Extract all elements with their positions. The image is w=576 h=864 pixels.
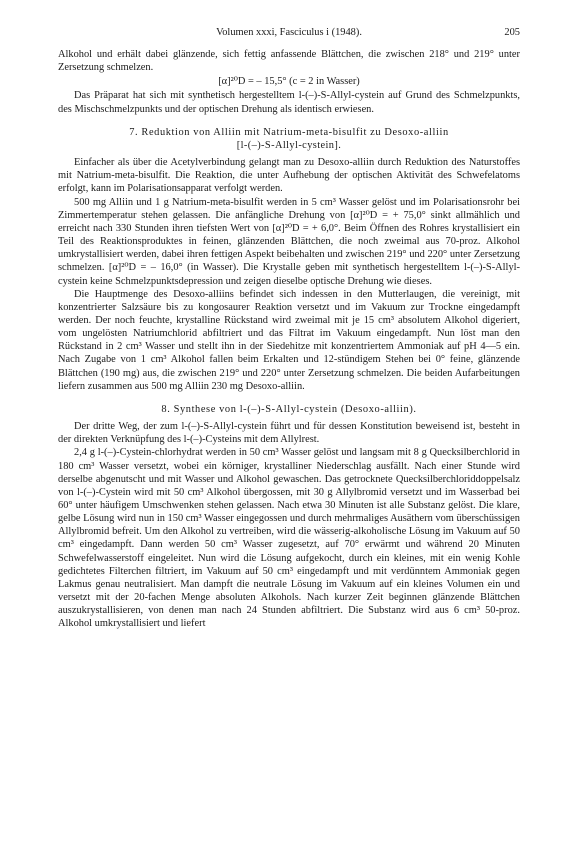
paragraph: Einfacher als über die Acetylverbindung gelangt man zu Desoxo-alliin durch Reduktion des Naturstoffes mit Natrium-meta-bisulfit. Die Reaktion, die unter Aufhebung der optischen Aktivität des Schwefelatoms erfolgt, kann im Polarisationsapparat verfolgt werden. [58,157,520,195]
paragraph: 500 mg Alliin und 1 g Natrium-meta-bisulfit werden in 5 cm³ Wasser gelöst und im Polarisationsrohr bei Zimmertemperatur stehen gelassen. Die anfängliche Drehung von [α]²⁰D = + 75,0° sinkt allmählich und erreicht nach 330 Stunden ihren tiefsten Wert von [α]²⁰D = + 6,0°. Beim Öffnen des Rohres krystallisiert ein Teil des Reaktionsproduktes in feinen, glänzenden Blättchen, die noch zweimal aus 70-proz. Alkohol umkrystallisiert werden, dabei ihren fettigen Aspekt beibehalten und zwischen 219° und 220° unter Zersetzung schmelzen. [α]²⁰D = – 16,0° (in Wasser). Die Krystalle geben mit synthetisch hergestelltem l-(–)-S-Allyl-cystein keine Schmelzpunktsdepression und zeigen dieselbe optische Drehung wie dieses. [58,196,520,287]
section-7-title: 7. Reduktion von Alliin mit Natrium-meta-bisulfit zu Desoxo-alliin [129,126,449,138]
paragraph: Die Hauptmenge des Desoxo-alliins befindet sich indessen in den Mutterlaugen, die vereinigt, mit konzentrierter Salzsäure bis zu kongosaurer Reaktion versetzt und im Vakuum zur Trockne eingedampft werden. Der noch feuchte, krystalline Rückstand wird zweimal mit je 15 cm³ absolutem Alkohol digeriert, vom ungelösten Natriumchlorid abfiltriert und das Filtrat im Vakuum eingedampft. Nun löst man den Rückstand in 2 cm³ Wasser und stellt ihn in der Siedehitze mit konzentriertem Ammoniak auf pH 4—5 ein. Nach Zugabe von 1 cm³ Alkohol fallen beim Erkalten und 12-stündigem Stehen bei 0° feine, glänzende Blättchen (190 mg) aus, die zwischen 219° und 220° unter Zersetzung schmelzen. Die beiden Aufarbeitungen liefern zusammen aus 500 mg Alliin 230 mg Desoxo-alliin. [58,288,520,392]
page-number: 205 [504,27,520,38]
running-title: Volumen xxxi, Fasciculus i (1948). [216,27,362,38]
paragraph: 2,4 g l-(–)-Cystein-chlorhydrat werden in 50 cm³ Wasser gelöst und langsam mit 8 g Quecksilberchlorid in 180 cm³ Wasser versetzt, wobei ein körniger, krystalliner Niederschlag ausfällt. Nach einer Stunde wird derselbe abgenutscht und mit Wasser und Alkohol gewaschen. Das getrocknete Quecksilberchloriddoppelsalz von l-(–)-Cystein wird mit 50 cm³ Alkohol übergossen, mit 30 g Allylbromid versetzt und im Wasserbad bei 60° unter häufigem Umschwenken stehen gelassen. Nach etwa 30 Minuten ist alle Substanz gelöst. Die klare, gelbe Lösung wird nun in 150 cm³ Wasser eingegossen und durch mehrmaliges Ausäthern vom überschüssigen Allylbromid befreit. Um den Alkohol zu vertreiben, wird die wässerig-alkoholische Lösung im Vakuum auf 50 cm³ eingedampft. Dann werden 50 cm³ Wasser zugesetzt, auf 70° erwärmt und während 20 Minuten Schwefelwasserstoff eingeleitet. Nun wird die Lösung aufgekocht, durch ein kleines, mit ein wenig Kohle gedichtetes Filterchen filtriert, im Vakuum auf 50 cm³ eingedampft und mit verdünntem Ammoniak gegen Lakmus genau neutralisiert. Man dampft die neutrale Lösung im Vakuum auf ein kleines Volumen ein und versetzt mit der 20-fachen Menge absoluten Alkohols. Nach kurzer Zeit beginnen glänzende Blättchen auszukrystallisieren, von denen man nach 24 Stunden abfiltriert. Die Substanz wird aus 6 cm³ 50-proz. Alkohol umkrystallisiert und liefert [58,447,520,630]
paragraph: Der dritte Weg, der zum l-(–)-S-Allyl-cystein führt und für dessen Konstitution beweisend ist, besteht in der direkten Verknüpfung des l-(–)-Cysteins mit dem Allylrest. [58,421,520,446]
section-8-title: 8. Synthese von l-(–)-S-Allyl-cystein (Desoxo-alliin). [161,403,417,415]
section-7-subtitle: [l-(–)-S-Allyl-cystein]. [236,139,342,151]
paragraph: Alkohol und erhält dabei glänzende, sich fettig anfassende Blättchen, die zwischen 218° und 219° unter Zersetzung schmelzen. [58,49,520,74]
rotation-formula: [α]²⁰D = – 15,5° (c = 2 in Wasser) [218,76,360,88]
paragraph: Das Präparat hat sich mit synthetisch hergestelltem l-(–)-S-Allyl-cystein auf Grund des Schmelzpunkts, des Mischschmelzpunkts und der optischen Drehung als identisch erwiesen. [58,90,520,115]
running-header [58,26,520,48]
